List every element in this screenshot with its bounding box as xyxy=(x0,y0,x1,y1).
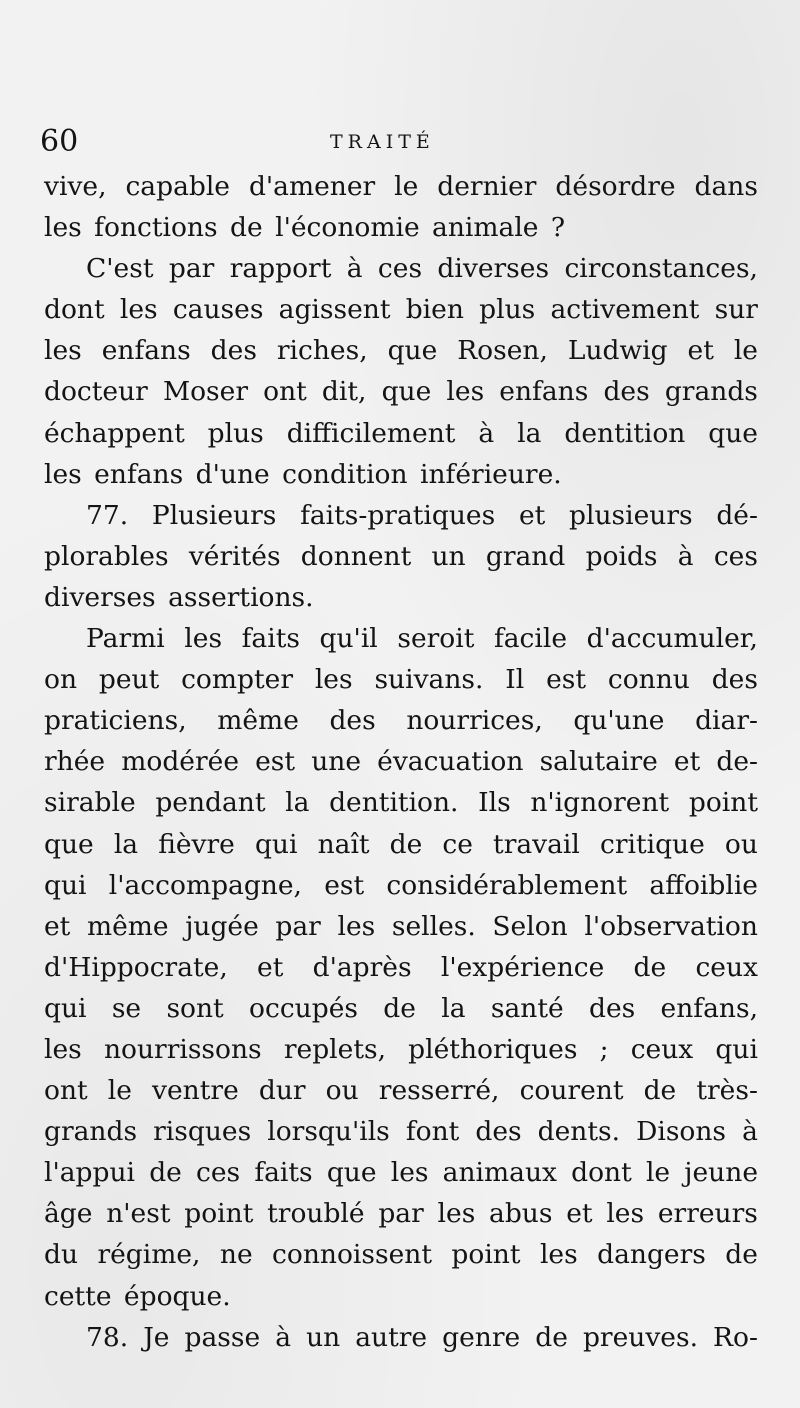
text-line: que la fièvre qui naît de ce travail critique ou xyxy=(44,828,758,860)
text-line: Parmi les faits qu'il seroit facile d'accumuler, xyxy=(86,623,758,655)
text-line: et même jugée par les selles. Selon l'observation xyxy=(44,910,758,942)
text-line: du régime, ne connoissent point les dangers de xyxy=(44,1239,758,1271)
text-line: cette époque. xyxy=(44,1280,231,1312)
text-line: qui se sont occupés de la santé des enfans, xyxy=(44,992,758,1024)
text-line: rhée modérée est une évacuation salutaire et de- xyxy=(44,746,758,778)
text-line: les fonctions de l'économie animale ? xyxy=(44,212,566,244)
text-line: 78. Je passe à un autre genre de preuves. Ro- xyxy=(86,1321,758,1353)
text-line: 77. Plusieurs faits-pratiques et plusieurs dé- xyxy=(86,499,758,531)
text-line: C'est par rapport à ces diverses circonstances, xyxy=(86,253,758,285)
text-line: qui l'accompagne, est considérablement affoiblie xyxy=(44,869,758,901)
text-line: âge n'est point troublé par les abus et les erreurs xyxy=(44,1198,758,1230)
text-line: les nourrissons replets, pléthoriques ; ceux qui xyxy=(44,1033,758,1065)
text-line: ont le ventre dur ou resserré, courent de très- xyxy=(44,1075,758,1107)
page-number: 60 xyxy=(40,124,79,159)
text-line: plorables vérités donnent un grand poids à ces xyxy=(44,540,758,572)
text-line: dont les causes agissent bien plus activement sur xyxy=(44,294,758,326)
text-line: docteur Moser ont dit, que les enfans des grands xyxy=(44,376,758,408)
text-line: les enfans des riches, que Rosen, Ludwig et le xyxy=(44,335,758,367)
running-head xyxy=(40,122,760,162)
text-line: d'Hippocrate, et d'après l'expérience de ceux xyxy=(44,951,758,983)
text-line: on peut compter les suivans. Il est connu des xyxy=(44,664,758,696)
text-line: praticiens, même des nourrices, qu'une diar- xyxy=(44,705,758,737)
text-line: diverses assertions. xyxy=(44,581,314,613)
text-line: vive, capable d'amener le dernier désordre dans xyxy=(44,171,758,202)
text-line: sirable pendant la dentition. Ils n'ignorent point xyxy=(44,787,758,819)
text-line: les enfans d'une condition inférieure. xyxy=(44,458,562,490)
text-line: grands risques lorsqu'ils font des dents. Disons à xyxy=(44,1116,758,1148)
running-title: TRAITÉ xyxy=(330,131,435,153)
body-text xyxy=(44,166,758,1358)
text-line: échappent plus difficilement à la dentition que xyxy=(44,417,758,449)
text-line: l'appui de ces faits que les animaux dont le jeune xyxy=(44,1157,758,1189)
